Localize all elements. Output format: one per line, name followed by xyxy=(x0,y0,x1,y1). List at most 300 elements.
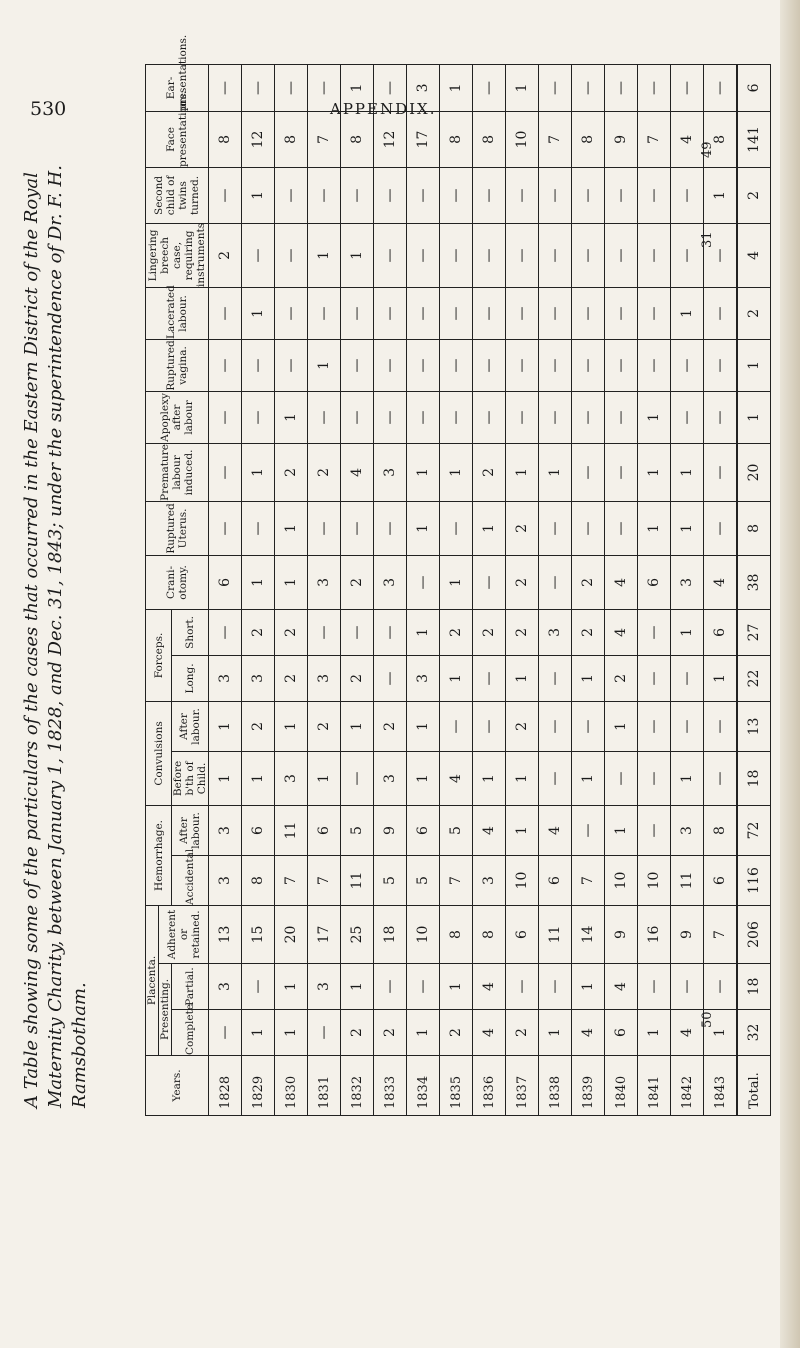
table-cell: — xyxy=(440,167,473,223)
table-cell: 1 xyxy=(275,1010,308,1056)
table-cell: — xyxy=(341,609,374,655)
table-cell: 18 xyxy=(737,964,771,1010)
col-header-accidental: Accidental. xyxy=(172,855,209,905)
table-cell: 8 xyxy=(440,905,473,963)
table-cell: — xyxy=(209,443,242,501)
row-year-cell: 1835 xyxy=(440,1056,473,1116)
table-cell: 4 xyxy=(539,805,572,855)
table-cell: — xyxy=(242,964,275,1010)
table-cell: 3 xyxy=(671,805,704,855)
table-cell: 5 xyxy=(341,805,374,855)
table-cell: 1 xyxy=(539,443,572,501)
table-cell: — xyxy=(374,64,407,111)
col-header-years: Years. xyxy=(146,1056,209,1116)
table-cell: 1 xyxy=(275,701,308,751)
table-cell: — xyxy=(407,287,440,339)
table-cell: 8 xyxy=(473,111,506,167)
table-cell: — xyxy=(275,339,308,391)
table-cell: 2 xyxy=(341,655,374,701)
table-cell: — xyxy=(671,223,704,287)
table-cell: — xyxy=(671,701,704,751)
table-cell: — xyxy=(506,964,539,1010)
table-cell: — xyxy=(473,655,506,701)
table-cell: 6 xyxy=(638,555,671,609)
group-hemorrhage: Hemorrhage. xyxy=(146,805,172,905)
table-row xyxy=(242,64,275,1115)
table-cell: 32 xyxy=(737,1010,771,1056)
table-cell: 7 xyxy=(275,855,308,905)
table-cell: — xyxy=(572,501,605,555)
row-year-cell: Total. xyxy=(737,1056,771,1116)
table-cell: 1 xyxy=(572,751,605,805)
table-cell: — xyxy=(209,64,242,111)
table-cell: 6 xyxy=(539,855,572,905)
table-cell: — xyxy=(308,501,341,555)
table-cell: — xyxy=(704,223,738,287)
table-cell: — xyxy=(407,339,440,391)
table-cell: 7 xyxy=(308,111,341,167)
table-cell: 1 xyxy=(407,609,440,655)
table-cell: — xyxy=(638,64,671,111)
table-cell: 1 xyxy=(506,64,539,111)
table-cell: 1 xyxy=(407,501,440,555)
table-cell: 1 xyxy=(242,287,275,339)
table-cell: 1 xyxy=(440,964,473,1010)
table-cell: — xyxy=(374,223,407,287)
table-cell: 17 xyxy=(407,111,440,167)
table-cell: 18 xyxy=(737,751,771,805)
table-cell: — xyxy=(473,223,506,287)
table-cell: — xyxy=(374,609,407,655)
table-cell: — xyxy=(539,555,572,609)
table-cell: — xyxy=(704,751,738,805)
table-cell: 10 xyxy=(605,855,638,905)
table-cell: 6 xyxy=(737,64,771,111)
table-cell: 2 xyxy=(506,1010,539,1056)
table-cell: — xyxy=(605,223,638,287)
table-row xyxy=(605,64,638,1115)
table-cell: — xyxy=(704,391,738,443)
table-cell: 6 xyxy=(704,609,738,655)
table-cell: — xyxy=(572,64,605,111)
table-cell: — xyxy=(572,339,605,391)
table-caption: A Table showing some of the particulars of the cases that occurred in the Eastern District of the Royal Maternity Charity, between January 1, 1828, and Dec. 31, 1843; under the superintendence of Dr. F. H. Ramsbotham. xyxy=(21,165,90,1108)
table-cell: 4 xyxy=(737,223,771,287)
table-cell: — xyxy=(605,167,638,223)
table-cell: 1 xyxy=(407,701,440,751)
table-cell: — xyxy=(209,501,242,555)
table-cell: — xyxy=(539,64,572,111)
table-cell: 1 xyxy=(506,805,539,855)
table-cell: 1 xyxy=(242,443,275,501)
table-cell: 17 xyxy=(308,905,341,963)
table-cell: 6 xyxy=(605,1010,638,1056)
table-cell: — xyxy=(638,655,671,701)
table-cell: 10 xyxy=(407,905,440,963)
table-cell: 2 xyxy=(506,501,539,555)
table-cell: 9 xyxy=(671,905,704,963)
table-cell: — xyxy=(539,701,572,751)
table-cell: — xyxy=(407,964,440,1010)
table-cell: — xyxy=(473,64,506,111)
table-cell: 13 xyxy=(209,905,242,963)
table-cell: 2 xyxy=(572,555,605,609)
table-cell: 6 xyxy=(704,855,738,905)
table-cell: 2 xyxy=(473,609,506,655)
table-cell: 2 xyxy=(341,1010,374,1056)
table-cell: — xyxy=(407,391,440,443)
table-cell: 2 xyxy=(242,609,275,655)
table-cell: 1 xyxy=(572,964,605,1010)
table-cell: 1 xyxy=(473,501,506,555)
table-cell: 2 xyxy=(275,609,308,655)
table-cell: — xyxy=(242,64,275,111)
table-cell: 206 xyxy=(737,905,771,963)
table-row xyxy=(638,64,671,1115)
table-cell: 3 xyxy=(374,751,407,805)
table-cell: — xyxy=(539,655,572,701)
table-cell: — xyxy=(704,501,738,555)
table-cell: — xyxy=(704,287,738,339)
table-cell: 72 xyxy=(737,805,771,855)
table-row xyxy=(506,64,539,1115)
presenting-side-total: 50 xyxy=(700,1011,715,1028)
table-cell: 3 xyxy=(308,555,341,609)
table-cell: 1 xyxy=(671,287,704,339)
table-cell: 3 xyxy=(209,964,242,1010)
table-cell: — xyxy=(506,167,539,223)
table-cell: — xyxy=(671,964,704,1010)
table-cell: 1 xyxy=(572,655,605,701)
table-cell: 6 xyxy=(407,805,440,855)
table-cell: — xyxy=(308,64,341,111)
table-cell: — xyxy=(374,167,407,223)
table-cell: 2 xyxy=(737,287,771,339)
table-row xyxy=(572,64,605,1115)
table-cell: 4 xyxy=(671,111,704,167)
data-table xyxy=(145,34,771,1116)
table-cell: 8 xyxy=(473,905,506,963)
table-cell: — xyxy=(374,287,407,339)
table-cell: 8 xyxy=(440,111,473,167)
table-cell: 1 xyxy=(407,443,440,501)
table-cell: — xyxy=(209,609,242,655)
forceps-side-total: 49 xyxy=(700,141,715,158)
table-cell: — xyxy=(209,287,242,339)
table-cell: 3 xyxy=(209,855,242,905)
table-cell: 2 xyxy=(506,701,539,751)
table-cell: — xyxy=(440,391,473,443)
row-year-cell: 1831 xyxy=(308,1056,341,1116)
table-cell: 4 xyxy=(341,443,374,501)
table-cell: 16 xyxy=(638,905,671,963)
table-cell: 1 xyxy=(737,391,771,443)
table-row xyxy=(539,64,572,1115)
table-cell: 1 xyxy=(407,1010,440,1056)
table-cell: 1 xyxy=(638,391,671,443)
table-cell: 15 xyxy=(242,905,275,963)
table-cell: — xyxy=(539,287,572,339)
page-spine-shadow xyxy=(780,0,800,1348)
row-year-cell: 1837 xyxy=(506,1056,539,1116)
table-cell: 2 xyxy=(341,555,374,609)
table-cell: — xyxy=(473,287,506,339)
table-cell: 3 xyxy=(209,655,242,701)
table-cell: — xyxy=(407,223,440,287)
table-cell: — xyxy=(671,167,704,223)
col-header-face: Face presentations. xyxy=(146,111,209,167)
row-year-cell: 1834 xyxy=(407,1056,440,1116)
table-cell: 7 xyxy=(638,111,671,167)
table-cell: — xyxy=(605,501,638,555)
table-cell: — xyxy=(671,391,704,443)
table-cell: 18 xyxy=(374,905,407,963)
row-year-cell: 1841 xyxy=(638,1056,671,1116)
table-cell: 8 xyxy=(275,111,308,167)
table-cell: 7 xyxy=(572,855,605,905)
table-cell: 3 xyxy=(374,555,407,609)
table-cell: — xyxy=(539,964,572,1010)
table-cell: 1 xyxy=(341,701,374,751)
table-row xyxy=(407,64,440,1115)
col-header-craniotomy: Crani-otomy. xyxy=(146,555,209,609)
table-cell: 1 xyxy=(308,223,341,287)
table-cell: — xyxy=(308,391,341,443)
table-cell: — xyxy=(275,64,308,111)
table-cell: 1 xyxy=(671,609,704,655)
table-cell: — xyxy=(704,701,738,751)
table-cell: 38 xyxy=(737,555,771,609)
table-cell: — xyxy=(473,391,506,443)
table-cell: — xyxy=(374,964,407,1010)
table-cell: 2 xyxy=(374,701,407,751)
col-header-lingering-breech: Lingering breech case, requiring instruments xyxy=(147,222,207,287)
table-cell: — xyxy=(341,751,374,805)
table-cell: — xyxy=(539,339,572,391)
table-row xyxy=(374,64,407,1115)
col-header-lacerated-labour: Lacerated labour. xyxy=(146,287,209,339)
row-year-cell: 1839 xyxy=(572,1056,605,1116)
table-cell: — xyxy=(539,751,572,805)
table-container xyxy=(145,34,771,1116)
col-header-conv-after: After labour. xyxy=(172,701,209,751)
table-cell: — xyxy=(605,751,638,805)
table-cell: 2 xyxy=(275,655,308,701)
table-cell: 4 xyxy=(704,555,738,609)
row-year-cell: 1833 xyxy=(374,1056,407,1116)
table-cell: — xyxy=(275,287,308,339)
table-cell: 2 xyxy=(308,443,341,501)
table-cell: 27 xyxy=(737,609,771,655)
table-cell: — xyxy=(605,64,638,111)
table-cell: 1 xyxy=(539,1010,572,1056)
table-cell: — xyxy=(572,443,605,501)
table-cell: — xyxy=(374,339,407,391)
group-placenta: Placenta. xyxy=(146,905,159,1055)
table-cell: 3 xyxy=(209,805,242,855)
table-cell: 1 xyxy=(308,751,341,805)
group-convulsions: Convulsions xyxy=(146,701,172,805)
table-cell: 22 xyxy=(737,655,771,701)
col-header-short: Short. xyxy=(172,609,209,655)
table-row xyxy=(473,64,506,1115)
table-cell: — xyxy=(209,339,242,391)
table-cell: — xyxy=(374,655,407,701)
table-cell: 6 xyxy=(506,905,539,963)
table-cell: — xyxy=(605,391,638,443)
table-cell: 20 xyxy=(737,443,771,501)
table-cell: — xyxy=(638,339,671,391)
table-cell: — xyxy=(638,701,671,751)
table-cell: 8 xyxy=(704,805,738,855)
table-cell: 4 xyxy=(605,964,638,1010)
table-cell: — xyxy=(242,391,275,443)
table-cell: 4 xyxy=(605,609,638,655)
table-cell: — xyxy=(473,167,506,223)
table-cell: 1 xyxy=(506,751,539,805)
table-cell: 2 xyxy=(209,223,242,287)
table-cell: 1 xyxy=(275,501,308,555)
table-cell: — xyxy=(506,391,539,443)
table-cell: 3 xyxy=(275,751,308,805)
table-cell: 4 xyxy=(473,1010,506,1056)
col-header-apoplexy: Apoplexy after labour xyxy=(146,391,209,443)
col-header-hem-after: After labour. xyxy=(172,805,209,855)
table-cell: 3 xyxy=(539,609,572,655)
table-cell: — xyxy=(704,64,738,111)
table-cell: 7 xyxy=(308,855,341,905)
table-cell: — xyxy=(704,964,738,1010)
table-cell: 1 xyxy=(473,751,506,805)
col-header-partial: Partial. xyxy=(172,964,209,1010)
table-cell: 1 xyxy=(704,655,738,701)
table-cell: — xyxy=(638,223,671,287)
table-cell: 11 xyxy=(671,855,704,905)
row-year-cell: 1829 xyxy=(242,1056,275,1116)
row-year-cell: 1840 xyxy=(605,1056,638,1116)
table-cell: 1 xyxy=(638,501,671,555)
row-year-cell: 1832 xyxy=(341,1056,374,1116)
col-header-premature-labour: Premature labour induced. xyxy=(146,443,209,501)
table-cell: 2 xyxy=(506,555,539,609)
table-cell: 1 xyxy=(737,339,771,391)
table-cell: — xyxy=(341,339,374,391)
table-cell: 1 xyxy=(704,167,738,223)
table-cell: 2 xyxy=(242,701,275,751)
table-cell: — xyxy=(506,339,539,391)
table-cell: 12 xyxy=(374,111,407,167)
table-cell: — xyxy=(275,223,308,287)
table-cell: — xyxy=(242,501,275,555)
table-cell: — xyxy=(308,1010,341,1056)
table-cell: 1 xyxy=(275,964,308,1010)
table-cell: 9 xyxy=(605,905,638,963)
table-cell: — xyxy=(638,287,671,339)
table-cell: 1 xyxy=(506,655,539,701)
table-cell: 4 xyxy=(572,1010,605,1056)
table-cell: — xyxy=(572,391,605,443)
total-row xyxy=(737,64,771,1115)
table-cell: 6 xyxy=(308,805,341,855)
table-row xyxy=(341,64,374,1115)
table-cell: 2 xyxy=(275,443,308,501)
table-cell: 10 xyxy=(638,855,671,905)
table-row xyxy=(440,64,473,1115)
table-cell: 3 xyxy=(374,443,407,501)
col-header-long: Long. xyxy=(172,655,209,701)
table-cell: 1 xyxy=(242,555,275,609)
row-year-cell: 1843 xyxy=(704,1056,738,1116)
table-cell: 3 xyxy=(407,655,440,701)
table-cell: 1 xyxy=(275,391,308,443)
table-cell: 11 xyxy=(341,855,374,905)
running-head: APPENDIX. xyxy=(330,100,437,118)
table-cell: 3 xyxy=(407,64,440,111)
table-cell: 1 xyxy=(341,964,374,1010)
table-cell: — xyxy=(671,655,704,701)
table-cell: — xyxy=(539,167,572,223)
table-cell: — xyxy=(308,167,341,223)
table-cell: 8 xyxy=(242,855,275,905)
table-cell: 8 xyxy=(341,111,374,167)
table-cell: — xyxy=(638,964,671,1010)
table-cell: 1 xyxy=(440,64,473,111)
table-cell: 20 xyxy=(275,905,308,963)
table-cell: — xyxy=(671,64,704,111)
table-cell: 3 xyxy=(308,964,341,1010)
table-cell: 1 xyxy=(209,701,242,751)
table-cell: — xyxy=(473,555,506,609)
table-cell: — xyxy=(440,339,473,391)
table-cell: 10 xyxy=(506,855,539,905)
table-cell: — xyxy=(209,391,242,443)
row-year-cell: 1828 xyxy=(209,1056,242,1116)
row-year-cell: 1842 xyxy=(671,1056,704,1116)
row-year-cell: 1830 xyxy=(275,1056,308,1116)
table-cell: 7 xyxy=(539,111,572,167)
rotated-table-region xyxy=(0,34,800,1348)
table-cell: — xyxy=(341,501,374,555)
table-cell: 12 xyxy=(242,111,275,167)
table-cell: 1 xyxy=(341,64,374,111)
table-cell: — xyxy=(506,287,539,339)
table-cell: 3 xyxy=(308,655,341,701)
table-cell: — xyxy=(242,223,275,287)
table-cell: — xyxy=(440,501,473,555)
table-cell: 2 xyxy=(473,443,506,501)
table-cell: — xyxy=(605,339,638,391)
table-cell: — xyxy=(407,555,440,609)
table-cell: 3 xyxy=(671,555,704,609)
table-cell: 7 xyxy=(440,855,473,905)
group-forceps: Forceps. xyxy=(146,609,172,701)
group-header-row xyxy=(146,64,159,1115)
table-cell: 1 xyxy=(638,1010,671,1056)
table-cell: — xyxy=(638,167,671,223)
table-cell: 116 xyxy=(737,855,771,905)
table-cell: — xyxy=(341,167,374,223)
table-cell: 4 xyxy=(473,805,506,855)
table-cell: 2 xyxy=(605,655,638,701)
table-cell: 6 xyxy=(209,555,242,609)
table-cell: 5 xyxy=(374,855,407,905)
table-cell: 8 xyxy=(572,111,605,167)
table-cell: — xyxy=(539,223,572,287)
col-header-ruptured-vagina: Ruptured vagina. xyxy=(146,339,209,391)
table-cell: 2 xyxy=(440,609,473,655)
table-cell: 1 xyxy=(209,751,242,805)
table-cell: 2 xyxy=(572,609,605,655)
